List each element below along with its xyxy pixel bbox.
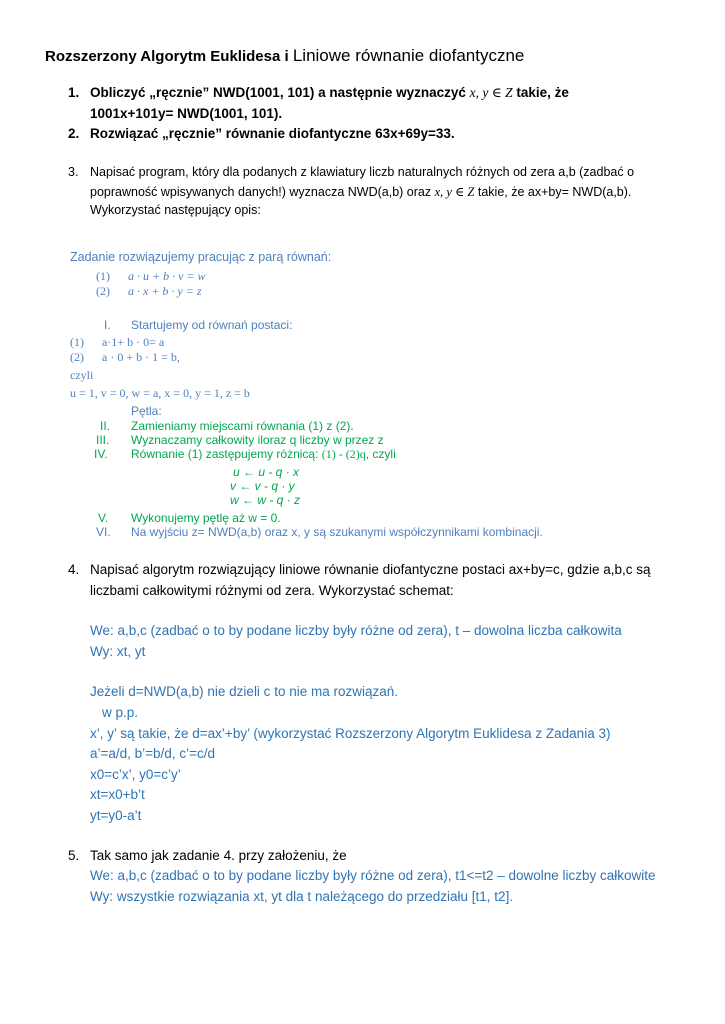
algo-intro: Zadanie rozwiązujemy pracując z parą równań: (70, 250, 332, 264)
step2-number: II. (100, 419, 111, 433)
start1-number: (1) (70, 335, 84, 349)
task4-step4: xt=x0+b’t (90, 787, 145, 802)
task4-otherwise: w p.p. (102, 705, 139, 720)
step4-number: IV. (94, 447, 108, 461)
task5-line1: Tak samo jak zadanie 4. przy założeniu, że (90, 848, 347, 863)
task3-line2 (90, 184, 631, 200)
start2: a · 0 + b · 1 = b, (102, 350, 180, 364)
task1-math: x, y ∈ Z (469, 85, 513, 100)
start1: a·1+ b · 0= a (102, 335, 165, 349)
task4-step5: yt=y0-a’t (90, 808, 142, 823)
step4-text-a: Równanie (1) zastępujemy różnicą: (131, 447, 322, 461)
update-v: v ← v - q · y (230, 479, 295, 493)
update-u: u ← u - q · x (233, 465, 300, 479)
task1-line2: 1001x+101y= NWD(1001, 101). (90, 106, 283, 121)
task4-step3: x0=c’x’, y0=c’y’ (90, 767, 181, 782)
step4-text-c: , czyli (365, 447, 396, 461)
step1-number: I. (104, 318, 111, 332)
task4-output: Wy: xt, yt (90, 644, 146, 659)
task4-line2: liczbami całkowitymi różnymi od zera. Wykorzystać schemat: (90, 583, 454, 598)
step6-number: VI. (96, 525, 111, 539)
task3-line3: Wykorzystać następujący opis: (90, 203, 261, 217)
task3-math: x, y ∈ Z (434, 185, 475, 199)
step3-number: III. (96, 433, 110, 447)
task4-number: 4. (68, 562, 80, 577)
loop-label: Pętla: (131, 404, 162, 418)
task4-input: We: a,b,c (zadbać o to by podane liczby były różne od zera), t – dowolna liczba całkowita (90, 623, 622, 638)
title-part2: Liniowe równanie diofantyczne (292, 46, 525, 65)
czyli-label: czyli (70, 368, 94, 382)
step5-text: Wykonujemy pętlę aż w = 0. (131, 511, 281, 525)
task1-text-a: Obliczyć „ręcznie” NWD(1001, 101) a następnie wyznaczyć (90, 85, 470, 100)
update-w: w ← w - q · z (230, 493, 301, 507)
eq1-number: (1) (96, 269, 110, 283)
task1-text-b: takie, że (512, 85, 569, 100)
task3-text-b: takie, że ax+by= NWD(a,b). (474, 185, 632, 199)
step4-text (131, 447, 396, 462)
step5-number: V. (98, 511, 109, 525)
task3-number: 3. (68, 165, 79, 179)
task3-line1: Napisać program, który dla podanych z klawiatury liczb naturalnych różnych od zera a,b (zadbać o (90, 165, 635, 179)
eq2-number: (2) (96, 284, 110, 298)
step1-text: Startujemy od równań postaci: (131, 318, 293, 332)
task4-step1: x’, y’ są takie, że d=ax’+by’ (wykorzystać Rozszerzony Algorytm Euklidesa z Zadania 3) (90, 726, 611, 741)
task4-condition: Jeżeli d=NWD(a,b) nie dzieli c to nie ma rozwiązań. (90, 684, 398, 699)
task1-line1 (90, 85, 569, 101)
start2-number: (2) (70, 350, 84, 364)
task3-text-a: poprawność wpisywanych danych!) wyznacza NWD(a,b) oraz (90, 185, 435, 199)
task5-output: Wy: wszystkie rozwiązania xt, yt dla t należącego do przedziału [t1, t2]. (90, 889, 514, 904)
init-values: u = 1, v = 0, w = a, x = 0, y = 1, z = b (70, 386, 250, 400)
task4-line1: Napisać algorytm rozwiązujący liniowe równanie diofantyczne postaci ax+by=c, gdzie a,b,c są (90, 562, 651, 577)
task2-number: 2. (68, 126, 80, 141)
step3-text: Wyznaczamy całkowity iloraz q liczby w przez z (131, 433, 384, 447)
page-title (45, 46, 524, 66)
step4-formula: (1) - (2)q (321, 447, 366, 461)
task5-input: We: a,b,c (zadbać o to by podane liczby były różne od zera), t1<=t2 – dowolne liczby całkowite (90, 868, 656, 883)
eq2: a · x + b · y = z (128, 284, 202, 298)
eq1: a · u + b · v = w (128, 269, 206, 283)
title-part1: Rozszerzony Algorytm Euklidesa i (45, 48, 293, 65)
task4-step2: a’=a/d, b’=b/d, c’=c/d (90, 746, 215, 761)
task5-number: 5. (68, 848, 80, 863)
step2-text: Zamieniamy miejscami równania (1) z (2). (131, 419, 354, 433)
step6-text: Na wyjściu z= NWD(a,b) oraz x, y są szukanymi współczynnikami kombinacji. (131, 525, 543, 539)
task2-text: Rozwiązać „ręcznie” równanie diofantyczne 63x+69y=33. (90, 126, 455, 141)
task1-number: 1. (68, 85, 80, 100)
